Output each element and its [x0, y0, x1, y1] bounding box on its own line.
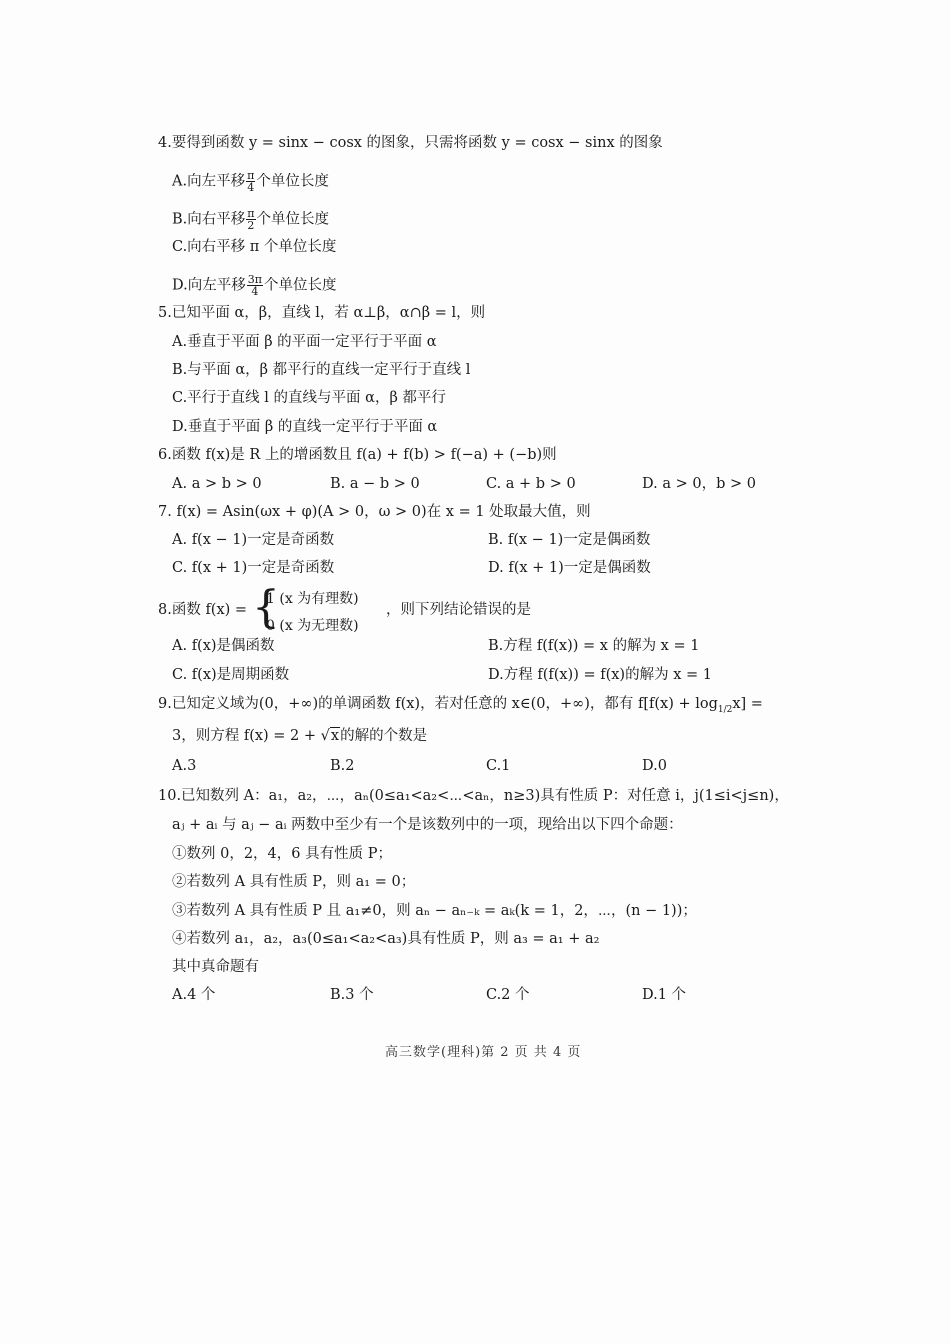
q9-option-c: C.1 — [486, 758, 511, 774]
q10-line-1: 10.已知数列 A：a₁，a₂，⋯，aₙ(0≤a₁<a₂<⋯<aₙ，n≥3)具有性质 P：对任意 i，j(1≤i<j≤n)， — [158, 788, 789, 804]
q10-closing: 其中真命题有 — [172, 959, 259, 975]
q9-line-2-post: 的解的个数是 — [340, 728, 428, 744]
sqrt-sign: √ — [320, 728, 330, 744]
q8-stem-post: ，则下列结论错误的是 — [386, 602, 531, 618]
q4-d-post: 个单位长度 — [263, 277, 337, 294]
q9-option-b: B.2 — [330, 758, 355, 774]
q7-option-c: C. f(x + 1)一定是奇函数 — [172, 560, 335, 576]
q6-option-d: D. a > 0，b > 0 — [642, 476, 756, 492]
q10-option-d: D.1 个 — [642, 987, 687, 1003]
q7-option-b: B. f(x − 1)一定是偶函数 — [488, 532, 651, 548]
q6-option-b: B. a − b > 0 — [330, 476, 420, 492]
q4-option-b — [172, 208, 329, 231]
q4-d-num: 3π — [247, 273, 262, 286]
q9-option-a: A.3 — [172, 758, 197, 774]
q4-b-den: 2 — [247, 219, 255, 232]
q8-case-1: 1 (x 为有理数) — [266, 591, 359, 607]
q4-stem: 4.要得到函数 y = sinx − cosx 的图象，只需将函数 y = cosx − sinx 的图象 — [158, 135, 663, 151]
q9-option-d: D.0 — [642, 758, 667, 774]
q7-option-d: D. f(x + 1)一定是偶函数 — [488, 560, 651, 576]
q9-log-base: 1/2 — [717, 704, 733, 715]
q10-option-a: A.4 个 — [172, 987, 216, 1003]
q10-proposition-1: ①数列 0，2，4，6 具有性质 P； — [172, 846, 392, 862]
q9-line-2-pre: 3，则方程 f(x) = 2 + — [172, 728, 321, 744]
q10-proposition-4: ④若数列 a₁，a₂，a₃(0≤a₁<a₂<a₃)具有性质 P，则 a₃ = a₁ + a₂ — [172, 931, 600, 947]
q8-case-2: 0 (x 为无理数) — [266, 618, 359, 634]
q9-sqrt-arg: x — [330, 728, 340, 744]
q4-option-d — [172, 274, 336, 297]
q4-d-den: 4 — [251, 285, 259, 298]
q10-proposition-2: ②若数列 A 具有性质 P，则 a₁ = 0； — [172, 874, 416, 890]
q4-b-fraction — [246, 208, 255, 231]
q4-option-a — [172, 170, 329, 193]
q4-d-fraction — [247, 274, 263, 297]
q4-b-pre: B.向右平移 — [172, 211, 246, 228]
q10-option-c: C.2 个 — [486, 987, 530, 1003]
q5-option-b: B.与平面 α，β 都平行的直线一定平行于直线 l — [172, 362, 471, 378]
q4-a-den: 4 — [247, 181, 255, 194]
q8-option-d: D.方程 f(f(x)) = f(x)的解为 x = 1 — [488, 667, 712, 683]
q4-a-num: π — [247, 169, 255, 182]
piecewise-brace: { — [252, 582, 280, 633]
q10-line-2: aⱼ + aᵢ 与 aⱼ − aᵢ 两数中至少有一个是该数列中的一项，现给出以下四个命题： — [172, 817, 683, 833]
q9-line-1 — [158, 695, 763, 719]
q5-option-a: A.垂直于平面 β 的平面一定平行于平面 α — [172, 334, 437, 350]
q6-stem: 6.函数 f(x)是 R 上的增函数且 f(a) + f(b) > f(−a) + (−b)则 — [158, 447, 557, 463]
q4-a-post: 个单位长度 — [256, 173, 329, 190]
q10-option-b: B.3 个 — [330, 987, 374, 1003]
q7-stem: 7. f(x) = Asin(ωx + φ)(A > 0，ω > 0)在 x = 1 处取最大值，则 — [158, 504, 591, 520]
q9-line-1-pre: 9.已知定义域为(0，+∞)的单调函数 f(x)，若对任意的 x∈(0，+∞)，都有 f[f(x) + log — [158, 696, 718, 712]
q5-stem: 5.已知平面 α，β，直线 l，若 α⊥β，α∩β = l，则 — [158, 305, 486, 321]
q6-option-a: A. a > b > 0 — [172, 476, 262, 492]
q8-stem-pre: 8.函数 f(x) = — [158, 602, 248, 618]
q8-option-b: B.方程 f(f(x)) = x 的解为 x = 1 — [488, 638, 700, 654]
q5-option-c: C.平行于直线 l 的直线与平面 α，β 都平行 — [172, 390, 446, 406]
q4-b-post: 个单位长度 — [256, 211, 329, 228]
q8-option-a: A. f(x)是偶函数 — [172, 638, 275, 654]
q4-a-pre: A.向左平移 — [172, 173, 246, 190]
q6-option-c: C. a + b > 0 — [486, 476, 576, 492]
q9-line-1-post: x] = — [732, 696, 763, 712]
page-footer: 高三数学(理科)第 2 页 共 4 页 — [385, 1045, 582, 1060]
q7-option-a: A. f(x − 1)一定是奇函数 — [172, 532, 335, 548]
q4-option-c: C.向右平移 π 个单位长度 — [172, 239, 337, 255]
q4-d-pre: D.向左平移 — [172, 277, 246, 294]
q5-option-d: D.垂直于平面 β 的直线一定平行于平面 α — [172, 419, 438, 435]
q4-b-num: π — [247, 207, 255, 220]
q8-option-c: C. f(x)是周期函数 — [172, 667, 290, 683]
q9-line-2 — [172, 727, 427, 745]
q10-proposition-3: ③若数列 A 具有性质 P 且 a₁≠0，则 aₙ − aₙ₋ₖ = aₖ(k = 1，2，⋯，(n − 1))； — [172, 903, 697, 919]
q4-a-fraction — [246, 170, 255, 193]
